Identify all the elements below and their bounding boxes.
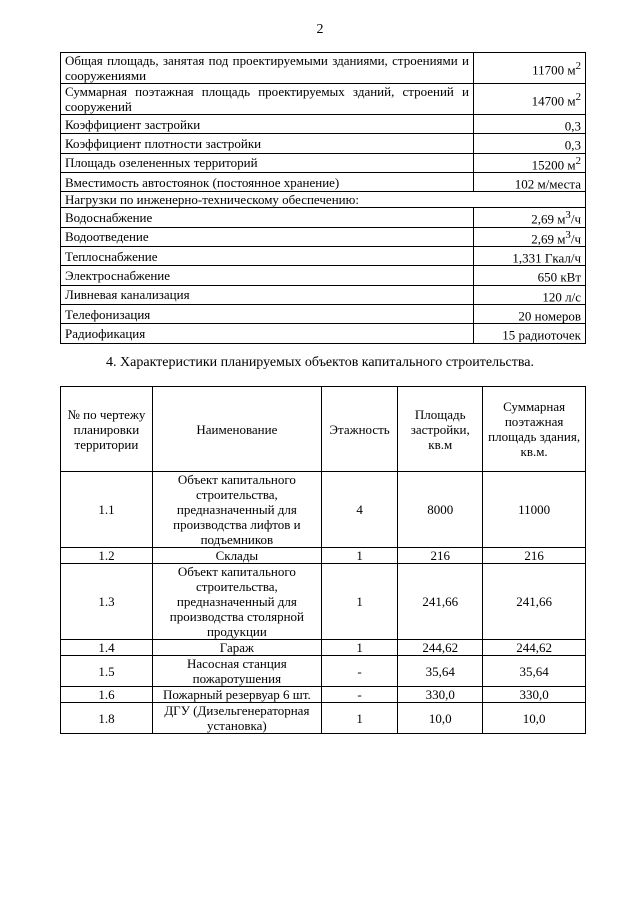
cell-area: 8000 — [398, 472, 483, 548]
cell-total-area: 241,66 — [483, 564, 586, 640]
table-row — [61, 208, 586, 227]
cell-number: 1.6 — [61, 687, 153, 703]
cell-name: ДГУ (Дизельгенераторная установка) — [152, 703, 321, 734]
load-value: 650 кВт — [474, 266, 586, 285]
load-value: 20 номеров — [474, 304, 586, 323]
cell-floors: 1 — [321, 640, 397, 656]
cell-number: 1.5 — [61, 656, 153, 687]
table-row — [61, 266, 586, 285]
cell-area: 10,0 — [398, 703, 483, 734]
table-row — [61, 285, 586, 304]
cell-name: Склады — [152, 548, 321, 564]
cell-total-area: 330,0 — [483, 687, 586, 703]
indicator-name: Коэффициент застройки — [61, 115, 474, 134]
section-header: Нагрузки по инженерно-техническому обеспечению: — [61, 192, 586, 208]
header-number: № по чертежу планировки территории — [61, 387, 153, 472]
cell-area: 35,64 — [398, 656, 483, 687]
section-title: 4. Характеристики планируемых объектов капитального строительства. — [106, 355, 534, 370]
cell-total-area: 10,0 — [483, 703, 586, 734]
section-header-row — [61, 192, 586, 208]
cell-name: Гараж — [152, 640, 321, 656]
header-name: Наименование — [152, 387, 321, 472]
indicator-name: Общая площадь, занятая под проектируемыми зданиями, строениями и сооружениями — [61, 53, 474, 84]
load-name: Телефонизация — [61, 304, 474, 323]
indicator-value: 102 м/места — [474, 172, 586, 191]
load-name: Радиофикация — [61, 324, 474, 343]
header-area: Площадь застройки, кв.м — [398, 387, 483, 472]
cell-total-area: 11000 — [483, 472, 586, 548]
load-name: Теплоснабжение — [61, 246, 474, 265]
cell-area: 216 — [398, 548, 483, 564]
table-row — [61, 304, 586, 323]
cell-name: Пожарный резервуар 6 шт. — [152, 687, 321, 703]
table-row — [61, 472, 586, 548]
indicator-value: 0,3 — [474, 134, 586, 153]
table-row — [61, 703, 586, 734]
load-name: Водоснабжение — [61, 208, 474, 227]
load-value: 2,69 $м^3/ч$ — [474, 227, 586, 246]
cell-number: 1.4 — [61, 640, 153, 656]
table-row — [61, 548, 586, 564]
table-row — [61, 53, 586, 84]
cell-floors: 1 — [321, 703, 397, 734]
table-row — [61, 153, 586, 172]
cell-floors: - — [321, 687, 397, 703]
cell-number: 1.3 — [61, 564, 153, 640]
table-row — [61, 640, 586, 656]
load-value: 15 радиоточек — [474, 324, 586, 343]
cell-area: 330,0 — [398, 687, 483, 703]
indicators-table — [60, 52, 586, 344]
cell-total-area: 216 — [483, 548, 586, 564]
load-name: Ливневая канализация — [61, 285, 474, 304]
load-value: 1,331 Гкал/ч — [474, 246, 586, 265]
cell-number: 1.1 — [61, 472, 153, 548]
cell-name: Объект капитального строительства, предназначенный для производства лифтов и подъемников — [152, 472, 321, 548]
load-name: Электроснабжение — [61, 266, 474, 285]
cell-name: Объект капитального строительства, предназначенный для производства столярной продукции — [152, 564, 321, 640]
indicator-name: Коэффициент плотности застройки — [61, 134, 474, 153]
indicator-value: 0,3 — [474, 115, 586, 134]
table-row — [61, 172, 586, 191]
cell-floors: 1 — [321, 548, 397, 564]
cell-area: 244,62 — [398, 640, 483, 656]
cell-total-area: 244,62 — [483, 640, 586, 656]
cell-floors: 1 — [321, 564, 397, 640]
header-floors: Этажность — [321, 387, 397, 472]
table-row — [61, 564, 586, 640]
cell-floors: - — [321, 656, 397, 687]
cell-total-area: 35,64 — [483, 656, 586, 687]
cell-number: 1.8 — [61, 703, 153, 734]
table-row — [61, 324, 586, 343]
cell-area: 241,66 — [398, 564, 483, 640]
cell-floors: 4 — [321, 472, 397, 548]
table-header-row — [61, 387, 586, 472]
page-number: 2 — [316, 22, 324, 37]
cell-name: Насосная станция пожаротушения — [152, 656, 321, 687]
load-value: 2,69 $м^3/ч$ — [474, 208, 586, 227]
table-row — [61, 656, 586, 687]
objects-table — [60, 386, 586, 734]
load-name: Водоотведение — [61, 227, 474, 246]
indicator-name: Площадь озелененных территорий — [61, 153, 474, 172]
indicator-value: 14700 $м^2$ — [474, 84, 586, 115]
indicator-name: Суммарная поэтажная площадь проектируемых зданий, строений и сооружений — [61, 84, 474, 115]
table-row — [61, 227, 586, 246]
table-row — [61, 246, 586, 265]
indicator-value: 11700 $м^2$ — [474, 53, 586, 84]
header-total-area: Суммарная поэтажная площадь здания, кв.м. — [483, 387, 586, 472]
table-row — [61, 115, 586, 134]
table-row — [61, 84, 586, 115]
load-value: 120 л/с — [474, 285, 586, 304]
cell-number: 1.2 — [61, 548, 153, 564]
table-row — [61, 687, 586, 703]
table-row — [61, 134, 586, 153]
indicator-name: Вместимость автостоянок (постоянное хранение) — [61, 172, 474, 191]
indicator-value: 15200 $м^2$ — [474, 153, 586, 172]
